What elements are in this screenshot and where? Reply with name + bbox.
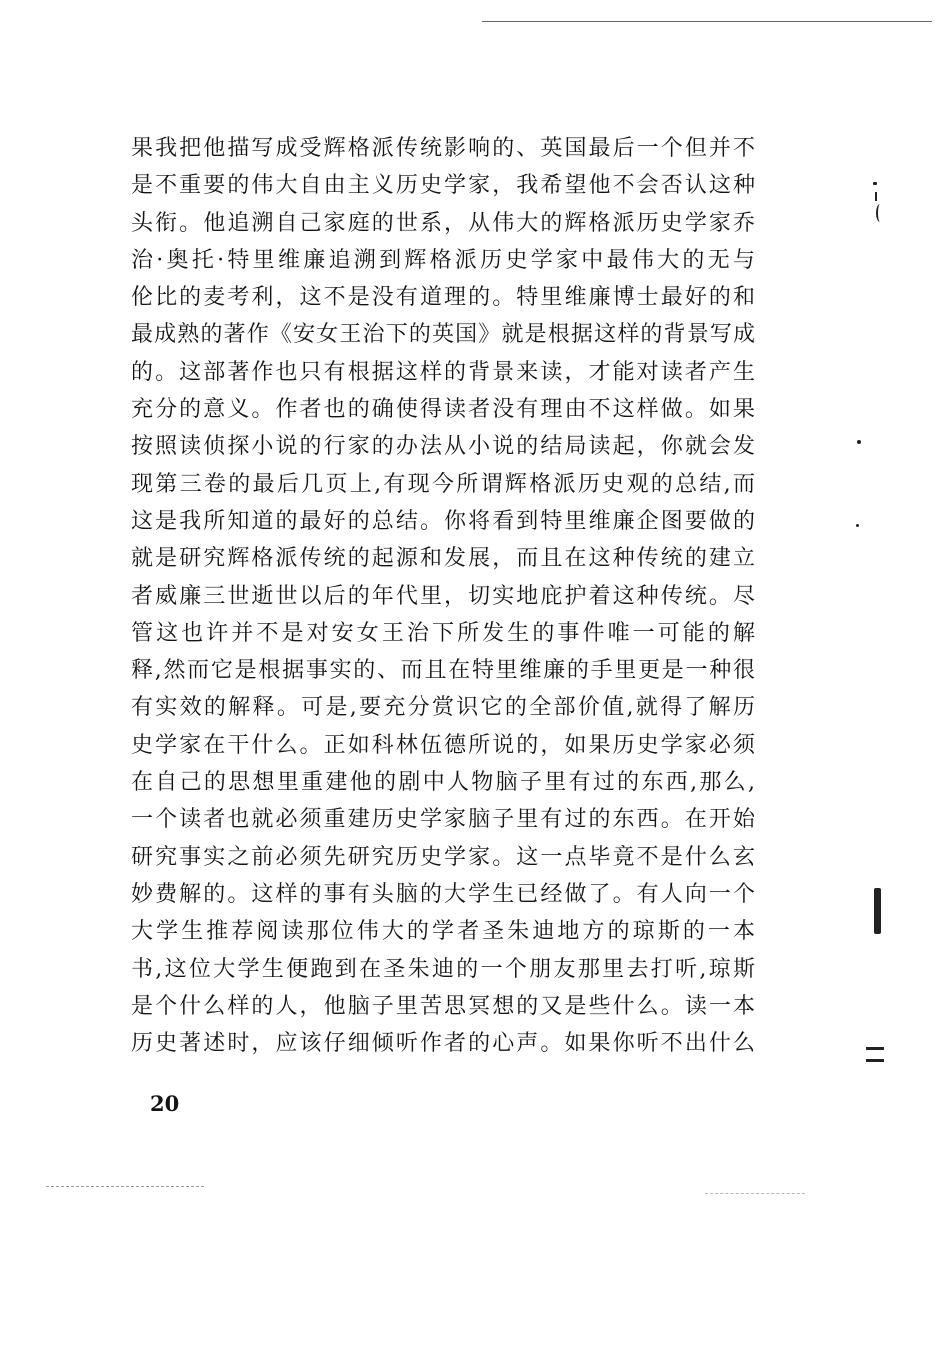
bottom-rule-right (705, 1193, 805, 1194)
scan-mark (875, 192, 877, 201)
text-line: 伦比的麦考利，这不是没有道理的。特里维廉博士最好的和 (131, 285, 758, 311)
text-line: 史学家在干什么。正如科林伍德所说的，如果历史学家必须 (131, 732, 758, 758)
text-line: 的。这部著作也只有根据这样的背景来读，才能对读者产生 (131, 359, 758, 385)
scan-dot (856, 524, 859, 527)
text-line: 治·奥托·特里维廉追溯到辉格派历史学家中最伟大的无与 (131, 247, 759, 273)
text-line: 释,然而它是根据事实的、而且在特里维廉的手里更是一种很 (131, 658, 757, 684)
scan-dash (866, 1059, 884, 1062)
text-line: 是个什么样的人，他脑子里苦思冥想的又是些什么。读一本 (131, 993, 758, 1019)
scan-bar (874, 888, 881, 934)
text-line: 头衔。他追溯自己家庭的世系，从伟大的辉格派历史学家乔 (131, 210, 758, 236)
text-line: 书,这位大学生便跑到在圣朱迪的一个朋友那里去打听,琼斯 (131, 956, 758, 982)
text-line: 现第三卷的最后几页上,有现今所谓辉格派历史观的总结,而 (131, 471, 758, 497)
text-line: 者威廉三世逝世以后的年代里，切实地庇护着这种传统。尽 (131, 583, 758, 609)
top-rule (482, 21, 932, 22)
scan-mark (876, 204, 884, 222)
text-line: 大学生推荐阅读那位伟大的学者圣朱迪地方的琼斯的一本 (131, 919, 759, 945)
page-number: 20 (150, 1091, 180, 1116)
text-line: 妙费解的。这样的事有头脑的大学生已经做了。有人向一个 (131, 881, 758, 907)
text-line: 研究事实之前必须先研究历史学家。这一点毕竟不是什么玄 (131, 844, 758, 870)
text-line: 管这也许并不是对安女王治下所发生的事件唯一可能的解 (131, 620, 759, 646)
text-line: 按照读侦探小说的行家的办法从小说的结局读起，你就会发 (131, 434, 758, 460)
text-line: 是不重要的伟大自由主义历史学家，我希望他不会否认这种 (131, 173, 758, 199)
text-line: 就是研究辉格派传统的起源和发展，而且在这种传统的建立 (131, 546, 758, 572)
scan-dot (857, 440, 861, 444)
text-line: 有实效的解释。可是,要充分赏识它的全部价值,就得了解历 (131, 695, 758, 721)
text-line: 在自己的思想里重建他的剧中人物脑子里有过的东西,那么, (131, 770, 758, 796)
scan-mark (873, 182, 877, 185)
body-text (131, 130, 759, 1062)
text-line: 充分的意义。作者也的确使得读者没有理由不这样做。如果 (131, 397, 758, 423)
text-line: 这是我所知道的最好的总结。你将看到特里维廉企图要做的 (131, 508, 758, 534)
bottom-rule-left (46, 1186, 204, 1187)
text-line: 果我把他描写成受辉格派传统影响的、英国最后一个但并不 (131, 136, 758, 161)
text-line: 最成熟的著作《安女王治下的英国》就是根据这样的背景写成 (131, 322, 757, 348)
text-line: 一个读者也就必须重建历史学家脑子里有过的东西。在开始 (131, 807, 758, 833)
text-line: 历史著述时，应该仔细倾听作者的心声。如果你听不出什么 (131, 1031, 758, 1057)
scan-dash (866, 1047, 884, 1050)
